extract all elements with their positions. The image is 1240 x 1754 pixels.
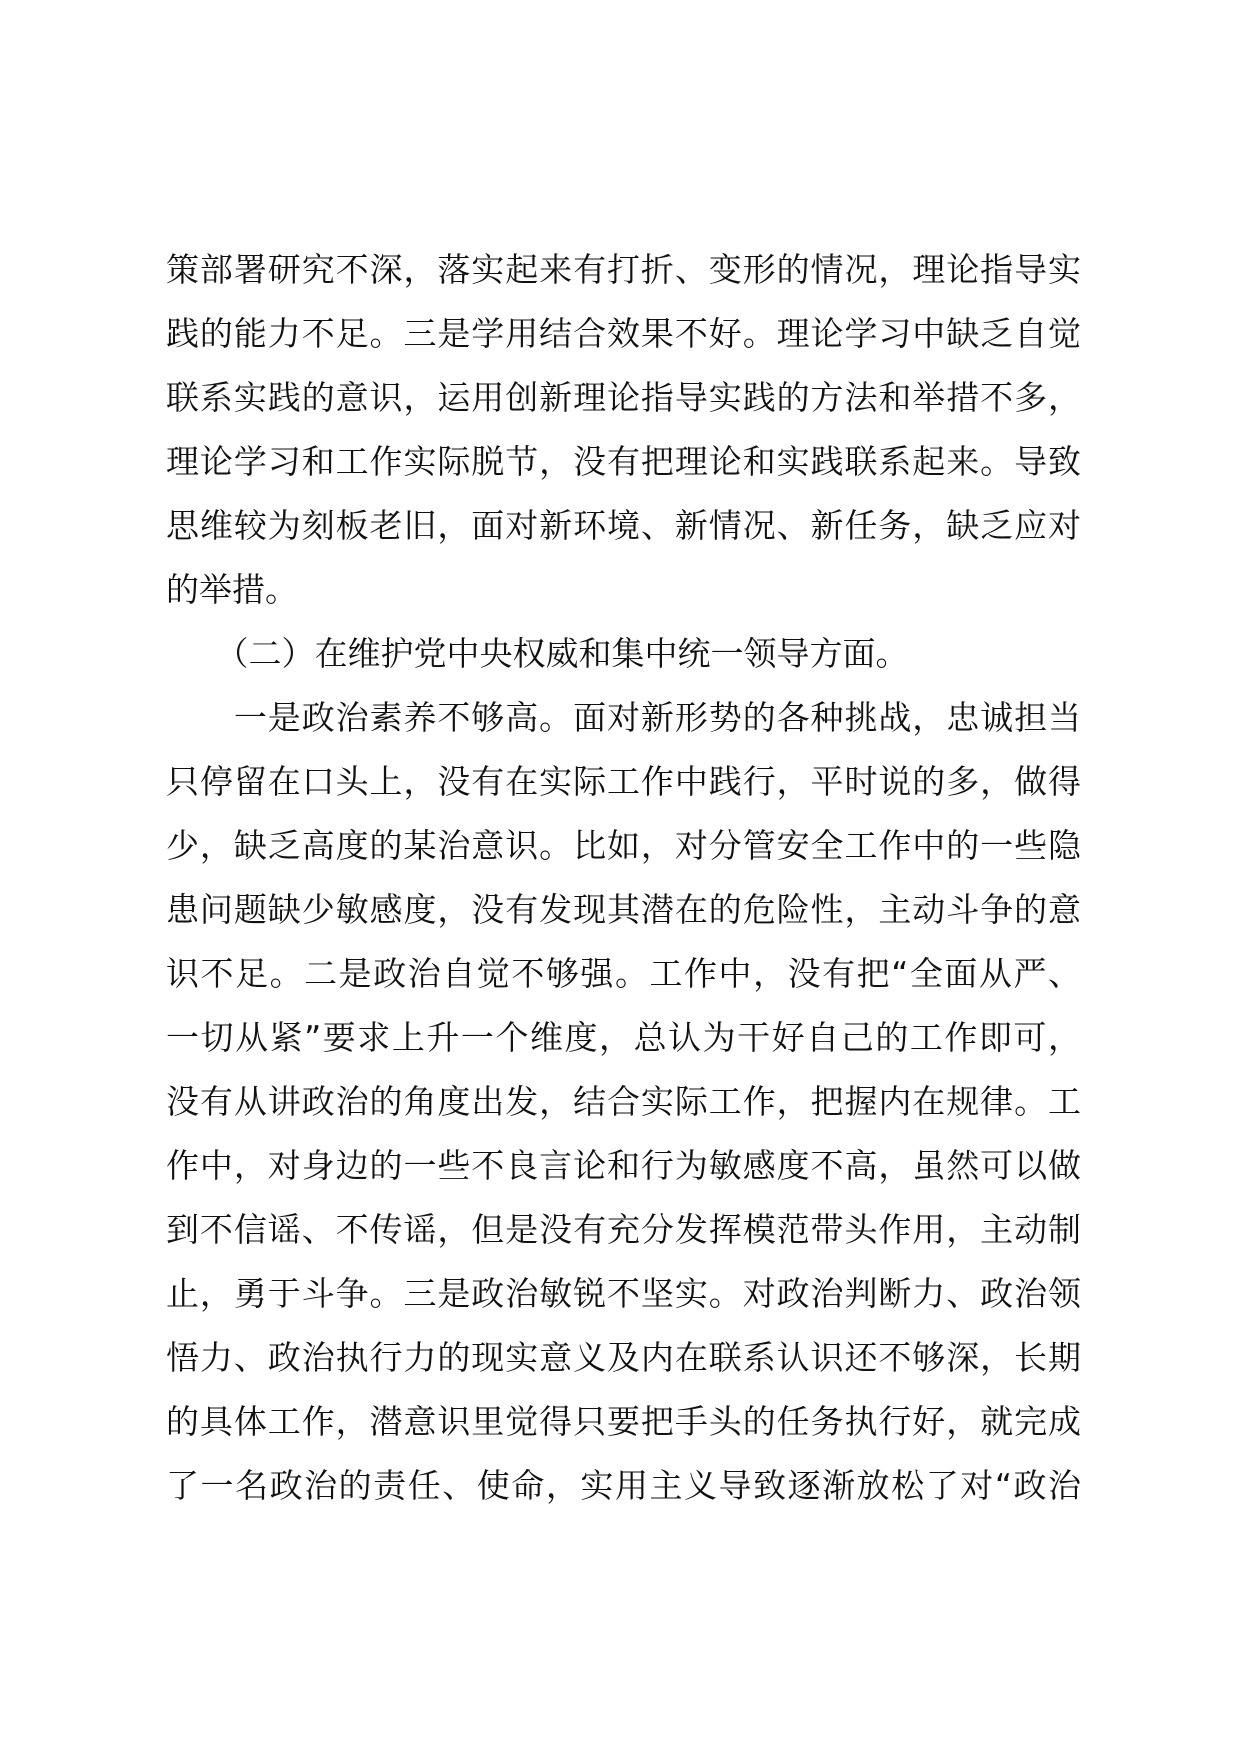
text-line: 少，缺乏高度的某治意识。比如，对分管安全工作中的一些隐 xyxy=(166,826,1081,865)
text-line: 思维较为刻板老旧，面对新环境、新情况、新任务，缺乏应对 xyxy=(166,506,1081,545)
text-line: 识不足。二是政治自觉不够强。工作中，没有把“全面从严、 xyxy=(166,954,1081,993)
body-text xyxy=(166,238,1081,1518)
text-line: 一是政治素养不够高。面对新形势的各种挑战，忠诚担当 xyxy=(166,698,1081,737)
text-line: 止，勇于斗争。三是政治敏锐不坚实。对政治判断力、政治领 xyxy=(166,1274,1081,1313)
text-line: 悟力、政治执行力的现实意义及内在联系认识还不够深，长期 xyxy=(166,1338,1081,1377)
text-line: 只停留在口头上，没有在实际工作中践行，平时说的多，做得 xyxy=(166,762,1081,801)
text-line: 联系实践的意识，运用创新理论指导实践的方法和举措不多， xyxy=(166,378,1081,417)
text-line: 的举措。 xyxy=(166,570,298,609)
section-heading: （二）在维护党中央权威和集中统一领导方面。 xyxy=(166,634,909,673)
text-line: 的具体工作，潜意识里觉得只要把手头的任务执行好，就完成 xyxy=(166,1402,1081,1441)
text-line: 践的能力不足。三是学用结合效果不好。理论学习中缺乏自觉 xyxy=(166,314,1081,353)
text-line: 患问题缺少敏感度，没有发现其潜在的危险性，主动斗争的意 xyxy=(166,890,1081,929)
text-line: 到不信谣、不传谣，但是没有充分发挥模范带头作用，主动制 xyxy=(166,1210,1081,1249)
text-line: 一切从紧”要求上升一个维度，总认为干好自己的工作即可， xyxy=(166,1018,1081,1057)
text-line: 作中，对身边的一些不良言论和行为敏感度不高，虽然可以做 xyxy=(166,1146,1081,1185)
text-line: 理论学习和工作实际脱节，没有把理论和实践联系起来。导致 xyxy=(166,442,1081,481)
text-line: 了一名政治的责任、使命，实用主义导致逐渐放松了对“政治 xyxy=(166,1466,1081,1505)
text-line: 没有从讲政治的角度出发，结合实际工作，把握内在规律。工 xyxy=(166,1082,1081,1121)
text-line: 策部署研究不深，落实起来有打折、变形的情况，理论指导实 xyxy=(166,250,1081,289)
